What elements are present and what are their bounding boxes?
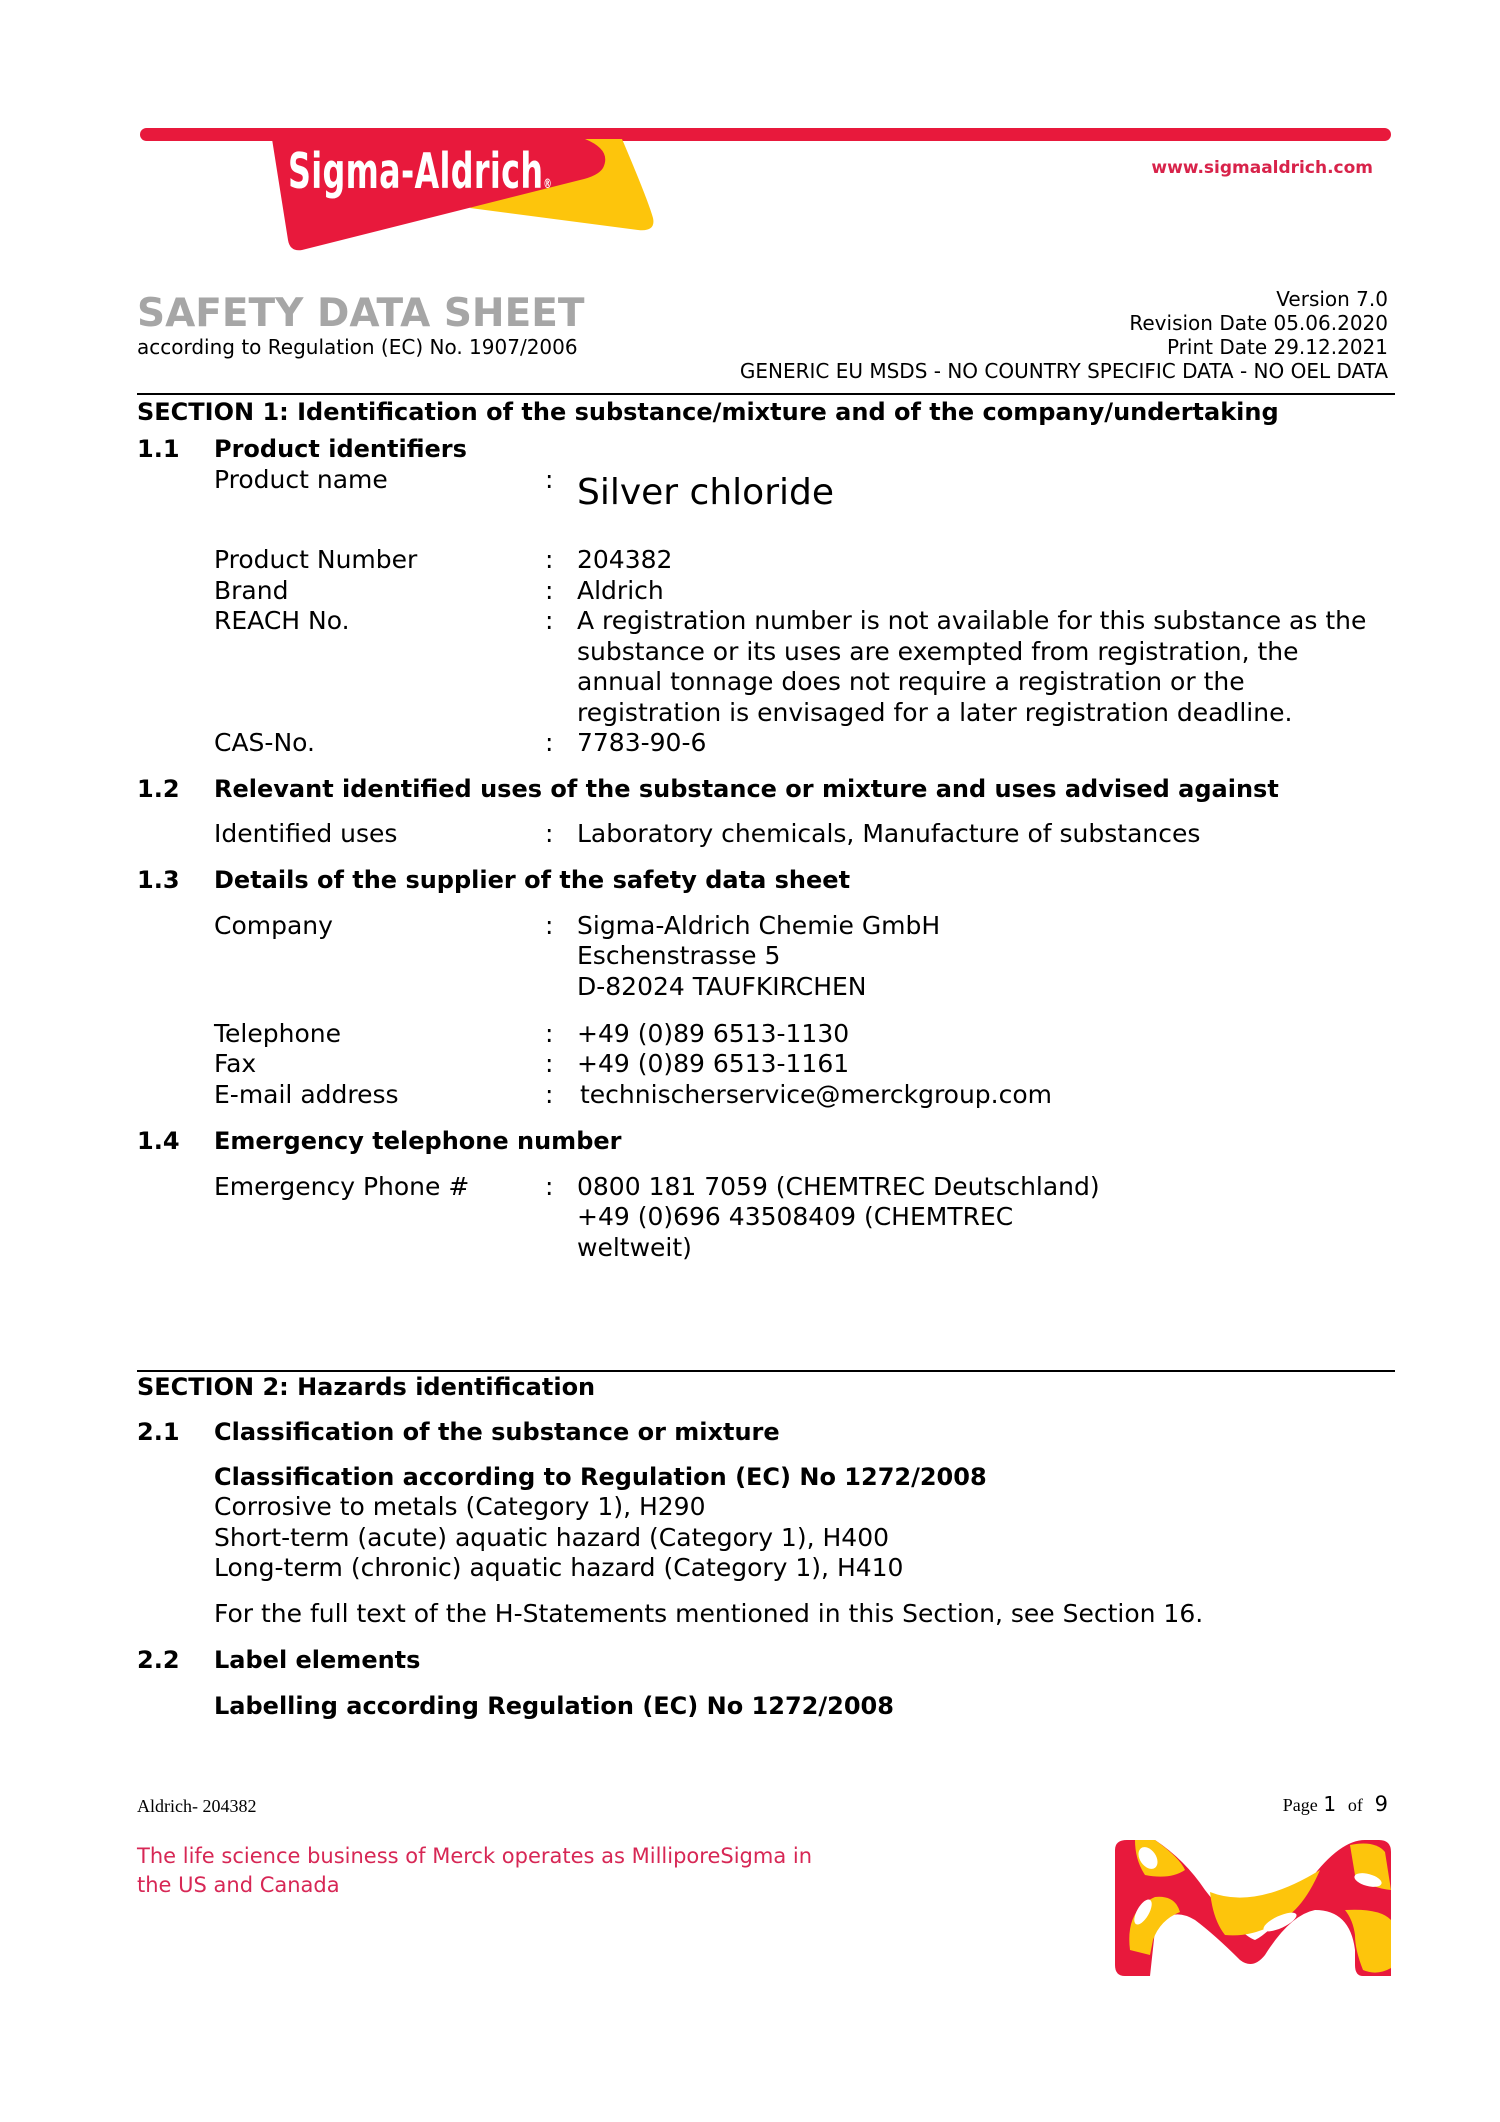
cas-number: 7783-90-6	[577, 728, 707, 757]
print-date: Print Date 29.12.2021	[1166, 335, 1388, 359]
logo-wordmark: Sigma-Aldrich®	[288, 143, 553, 200]
section-1-heading: SECTION 1: Identification of the substance/mixture and of the company/undertaking	[137, 398, 1279, 426]
subsection-number: 2.2	[137, 1646, 180, 1674]
section-2-heading: SECTION 2: Hazards identification	[137, 1373, 596, 1401]
merck-m-logo-icon	[1115, 1840, 1391, 1976]
field-label: Identified uses	[214, 819, 398, 848]
subsection-title: Label elements	[214, 1646, 421, 1674]
colon: :	[545, 911, 554, 940]
page-label: Page	[1282, 1795, 1318, 1815]
company-line: Eschenstrasse 5	[577, 941, 781, 970]
email-link[interactable]: technischerservice@merckgroup.com	[580, 1080, 1053, 1109]
colon: :	[545, 728, 554, 757]
reach-text-line: substance or its uses are exempted from registration, the	[577, 637, 1299, 666]
subsection-number: 2.1	[137, 1418, 180, 1446]
product-number: 204382	[577, 545, 673, 574]
colon: :	[545, 545, 554, 574]
colon: :	[545, 819, 554, 848]
colon: :	[545, 576, 554, 605]
company-line: Sigma-Aldrich Chemie GmbH	[577, 911, 941, 940]
colon: :	[545, 1172, 554, 1201]
emergency-phone-line: 0800 181 7059 (CHEMTREC Deutschland)	[577, 1172, 1100, 1201]
field-label: Telephone	[214, 1019, 341, 1048]
identified-uses: Laboratory chemicals, Manufacture of substances	[577, 819, 1201, 848]
page-current: 1	[1323, 1792, 1337, 1816]
subsection-title: Details of the supplier of the safety data sheet	[214, 866, 851, 894]
company-line: D-82024 TAUFKIRCHEN	[577, 972, 867, 1001]
page-of: of	[1347, 1795, 1363, 1815]
reach-text-line: annual tonnage does not require a registration or the	[577, 667, 1245, 696]
field-label: Product Number	[214, 545, 418, 574]
footer-doc-id: Aldrich- 204382	[137, 1796, 257, 1816]
colon: :	[545, 606, 554, 635]
field-label: REACH No.	[214, 606, 350, 635]
hazard-classification: Corrosive to metals (Category 1), H290	[214, 1492, 706, 1521]
page-total: 9	[1374, 1792, 1388, 1816]
subsection-title: Emergency telephone number	[214, 1127, 622, 1155]
subsection-number: 1.1	[137, 435, 180, 463]
field-label: Company	[214, 911, 333, 940]
document-title: SAFETY DATA SHEET	[137, 291, 585, 336]
version: Version 7.0	[1276, 287, 1388, 311]
subsection-number: 1.3	[137, 866, 180, 894]
colon: :	[545, 1080, 554, 1109]
field-label: Fax	[214, 1049, 257, 1078]
subsection-title: Product identifiers	[214, 435, 467, 463]
subsection-title: Relevant identified uses of the substance or mixture and uses advised against	[214, 775, 1279, 803]
field-label: Brand	[214, 576, 289, 605]
colon: :	[545, 1019, 554, 1048]
scope-note: GENERIC EU MSDS - NO COUNTRY SPECIFIC DATA - NO OEL DATA	[739, 359, 1388, 383]
merck-note-line: The life science business of Merck operates as MilliporeSigma in	[137, 1844, 813, 1868]
field-label: Product name	[214, 465, 388, 494]
classification-heading: Classification according to Regulation (EC) No 1272/2008	[214, 1463, 987, 1491]
emergency-phone-line: weltweit)	[577, 1233, 692, 1262]
divider	[137, 393, 1395, 395]
telephone[interactable]: +49 (0)89 6513-1130	[577, 1019, 850, 1048]
fax: +49 (0)89 6513-1161	[577, 1049, 850, 1078]
field-label: Emergency Phone #	[214, 1172, 470, 1201]
subsection-title: Classification of the substance or mixture	[214, 1418, 780, 1446]
revision-date: Revision Date 05.06.2020	[1129, 311, 1388, 335]
reach-text-line: registration is envisaged for a later registration deadline.	[577, 698, 1293, 727]
field-label: E-mail address	[214, 1080, 399, 1109]
product-name: Silver chloride	[577, 472, 834, 513]
emergency-phone-line: +49 (0)696 43508409 (CHEMTREC	[577, 1202, 1014, 1231]
subsection-number: 1.2	[137, 775, 180, 803]
subsection-number: 1.4	[137, 1127, 180, 1155]
page-indicator	[1283, 1794, 1388, 1815]
hazard-classification: Long-term (chronic) aquatic hazard (Category 1), H410	[214, 1553, 904, 1582]
colon: :	[545, 465, 554, 494]
website-link[interactable]: www.sigmaaldrich.com	[1151, 158, 1373, 178]
field-label: CAS-No.	[214, 728, 315, 757]
regulation-subtitle: according to Regulation (EC) No. 1907/2006	[137, 335, 578, 359]
labelling-heading: Labelling according Regulation (EC) No 1272/2008	[214, 1692, 894, 1720]
h-statement-note: For the full text of the H-Statements mentioned in this Section, see Section 16.	[214, 1599, 1204, 1628]
merck-note-line: the US and Canada	[137, 1873, 340, 1897]
colon: :	[545, 1049, 554, 1078]
hazard-classification: Short-term (acute) aquatic hazard (Category 1), H400	[214, 1523, 889, 1552]
reach-text-line: A registration number is not available for this substance as the	[577, 606, 1367, 635]
divider	[137, 1370, 1395, 1372]
brand: Aldrich	[577, 576, 664, 605]
